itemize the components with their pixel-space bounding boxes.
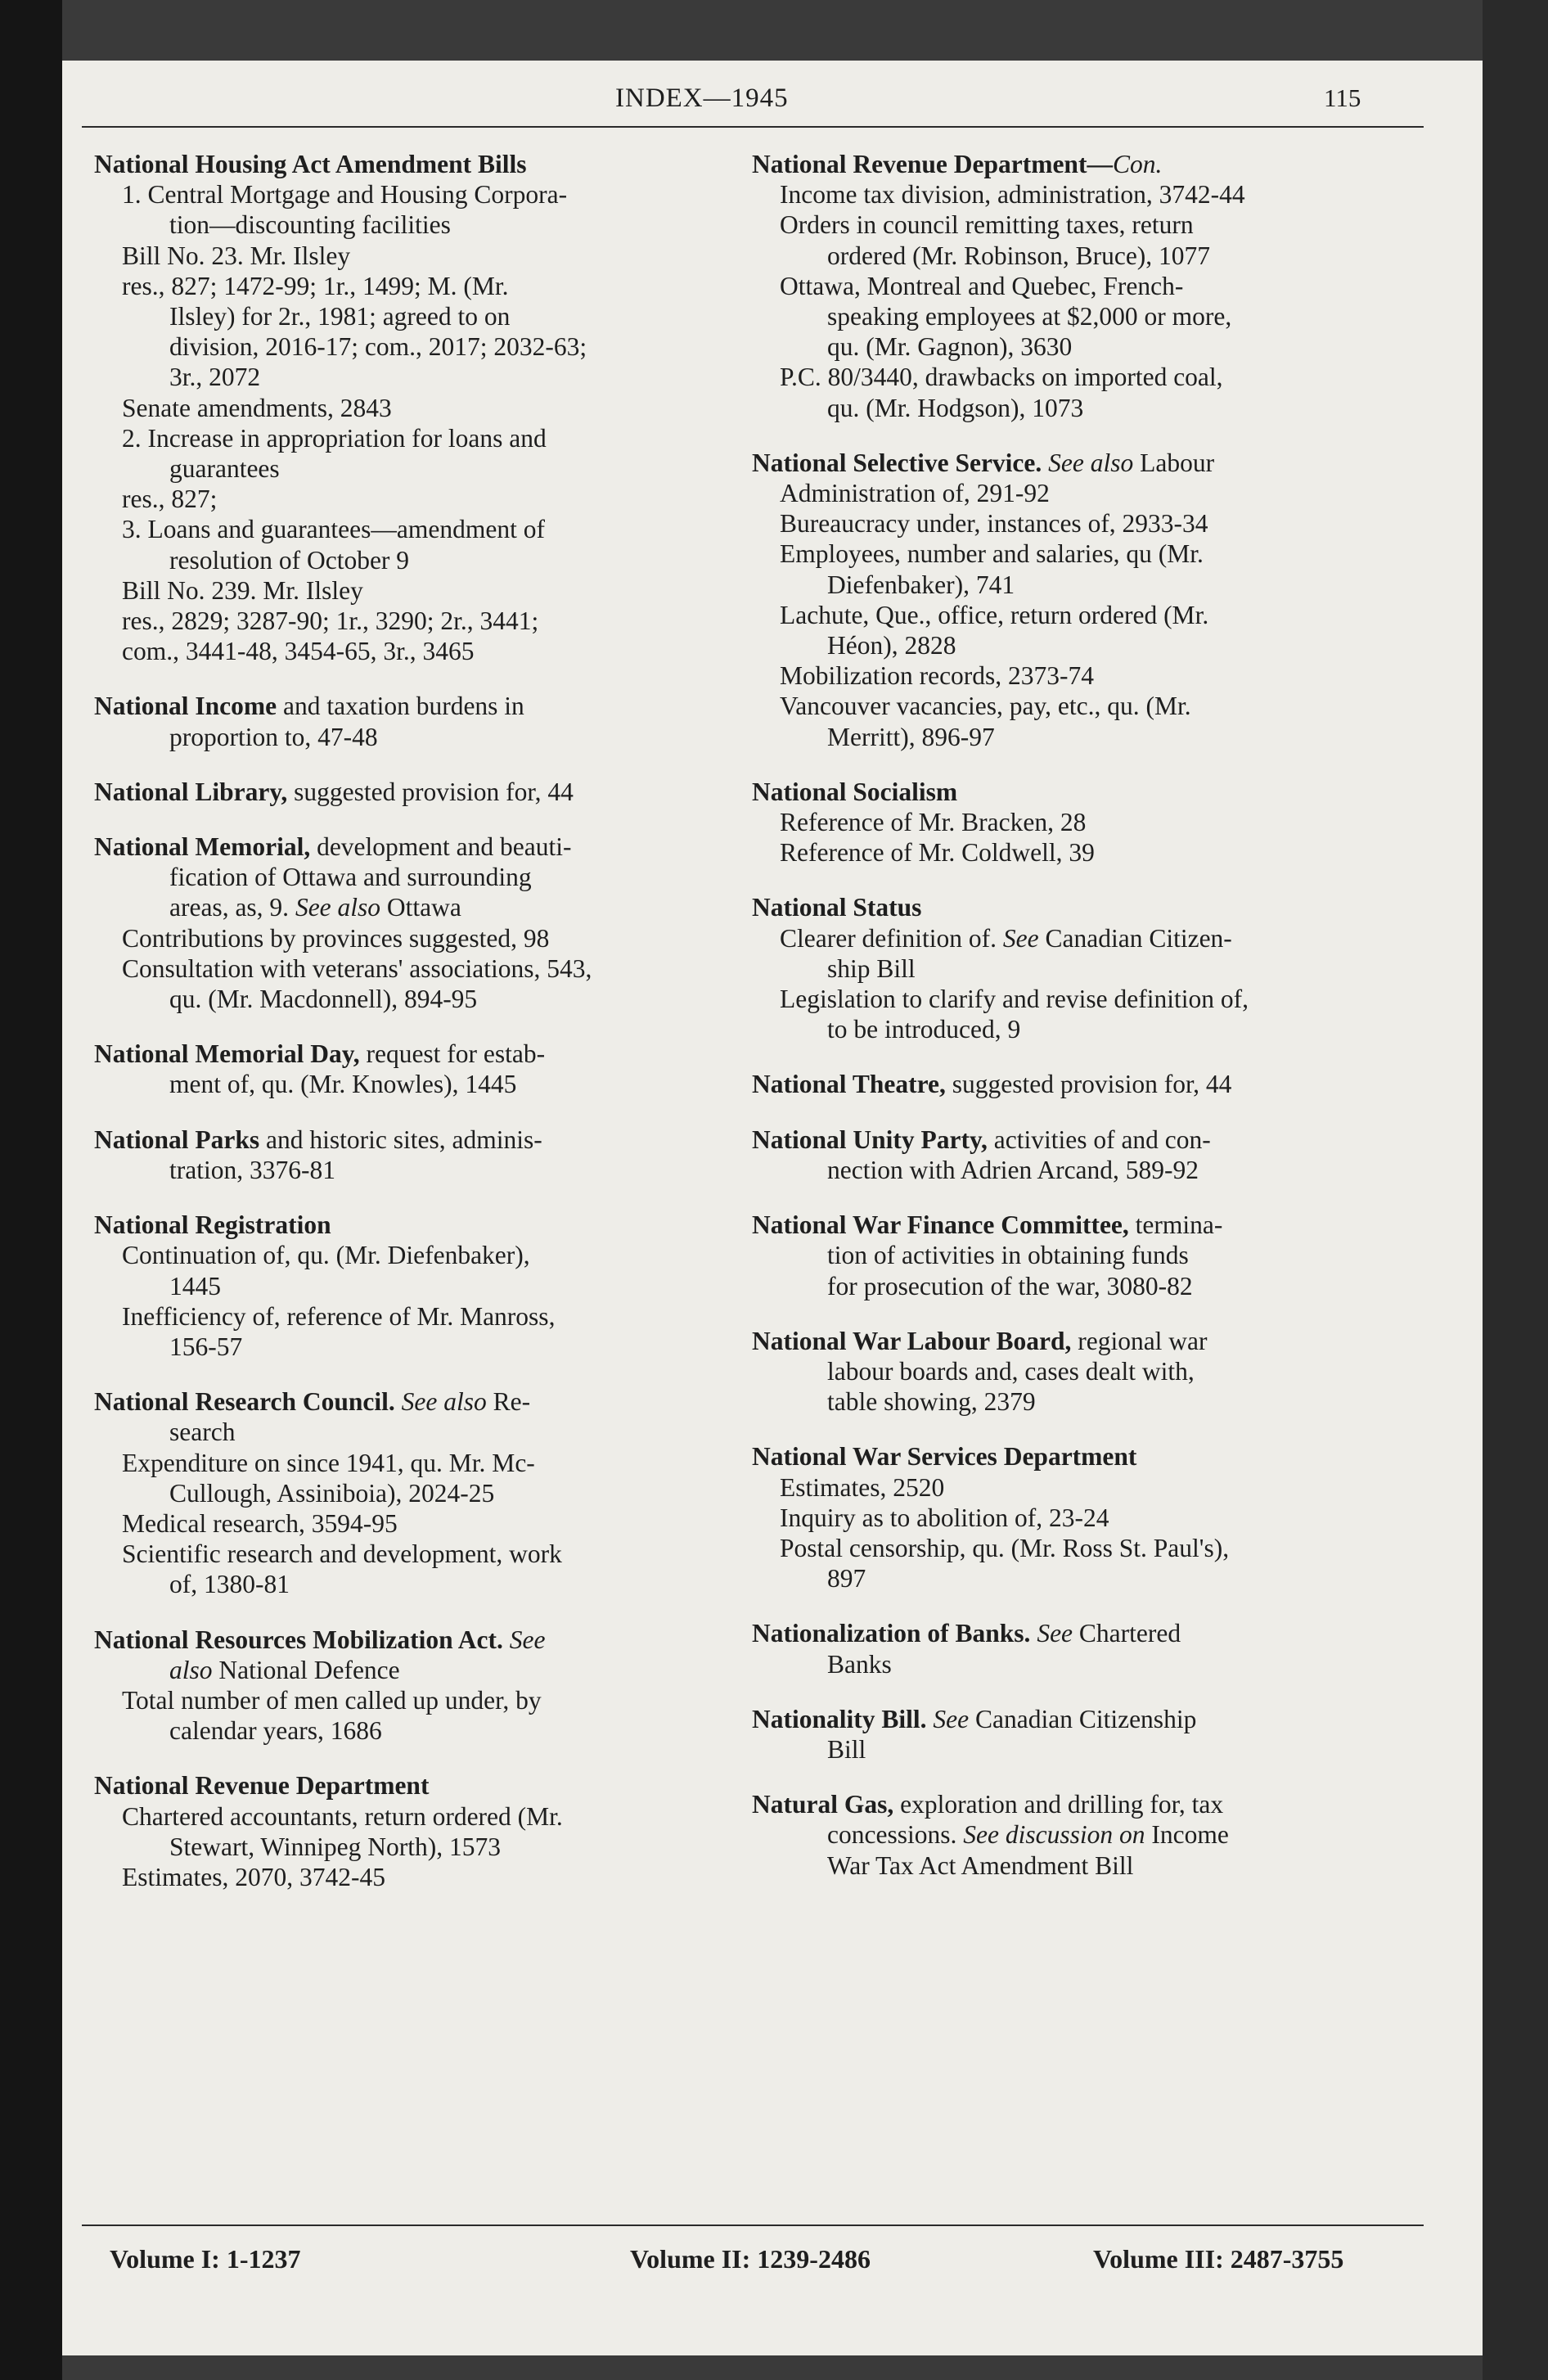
entry-text: Banks: [827, 1649, 892, 1679]
entry-text: 156-57: [169, 1332, 243, 1361]
entry-text: concessions.: [827, 1820, 964, 1850]
entry-line: [94, 393, 773, 423]
entry-line: [94, 301, 773, 331]
entry-heading-line: [94, 777, 773, 807]
entry-heading: National Revenue Department: [94, 1771, 430, 1801]
entry-text: tion of activities in obtaining funds: [827, 1241, 1189, 1270]
entry-line: [752, 1386, 1442, 1417]
entry-text: Estimates, 2070, 3742-45: [122, 1862, 385, 1891]
entry-text: Consultation with veterans' associations, 543,: [122, 953, 592, 983]
entry-text: res., 827; 1472-99; 1r., 1499; M. (Mr.: [122, 271, 509, 300]
entry-text: request for estab-: [359, 1039, 546, 1069]
entry-text: regional war: [1071, 1326, 1208, 1355]
entry-text: qu. (Mr. Hodgson), 1073: [827, 393, 1084, 422]
entry-line: [752, 539, 1442, 569]
entry-line: [94, 1332, 773, 1362]
entry-heading: National Resources Mobilization Act.: [94, 1625, 503, 1654]
entry-line: [752, 600, 1442, 630]
entry-line: [94, 484, 773, 514]
entry-line: [94, 1862, 773, 1892]
entry-text: tration, 3376-81: [169, 1155, 335, 1184]
entry-text: Diefenbaker), 741: [827, 570, 1015, 599]
entry-line: [94, 1539, 773, 1569]
entry-line: [94, 1832, 773, 1862]
index-entry: [752, 1326, 1442, 1418]
entry-heading-line: [752, 448, 1442, 478]
entry-line: [752, 508, 1442, 539]
footer-rule: [82, 2224, 1424, 2226]
entry-heading-line: [752, 777, 1442, 807]
index-entry: [94, 777, 773, 807]
cross-reference: See: [926, 1704, 970, 1733]
entry-heading: Nationality Bill.: [752, 1704, 927, 1733]
entry-line: [752, 953, 1442, 984]
entry-line: [94, 423, 773, 453]
entry-heading: Natural Gas,: [752, 1790, 894, 1819]
entry-heading: National Socialism: [752, 777, 958, 806]
entry-heading-line: [94, 1386, 773, 1417]
entry-text: table showing, 2379: [827, 1387, 1036, 1417]
entry-text: Chartered: [1073, 1619, 1181, 1648]
entry-heading: National Memorial Day,: [94, 1039, 360, 1069]
left-column: [94, 149, 773, 1917]
entry-text: P.C. 80/3440, drawbacks on imported coal,: [780, 363, 1223, 392]
entry-text: Bill No. 23. Mr. Ilsley: [122, 241, 351, 270]
entry-line: [94, 1271, 773, 1301]
entry-text: Lachute, Que., office, return ordered (Mr.: [780, 600, 1209, 629]
entry-text: Labour: [1133, 448, 1215, 477]
entry-heading-line: [752, 1210, 1442, 1240]
entry-heading-line: [94, 149, 773, 179]
entry-heading-line: [94, 1625, 773, 1655]
entry-line: [94, 1301, 773, 1332]
cross-reference: See also: [295, 893, 381, 922]
entry-line: [752, 984, 1442, 1014]
entry-line: [752, 1155, 1442, 1185]
entry-text: division, 2016-17; com., 2017; 2032-63;: [169, 332, 587, 362]
entry-line: [94, 210, 773, 240]
entry-text: proportion to, 47-48: [169, 722, 378, 751]
entry-text: for prosecution of the war, 3080-82: [827, 1271, 1193, 1300]
entry-line: [752, 1649, 1442, 1679]
entry-text: Scientific research and development, work: [122, 1539, 562, 1569]
entry-heading-line: [752, 149, 1442, 179]
entry-line: [94, 362, 773, 392]
entry-line: [94, 984, 773, 1014]
index-entry: [752, 892, 1442, 1044]
entry-text: Ottawa, Montreal and Quebec, French-: [780, 271, 1184, 300]
index-entry: [94, 1625, 773, 1747]
entry-heading-line: [752, 1618, 1442, 1648]
entry-line: [94, 1801, 773, 1832]
entry-text: activities of and con-: [987, 1125, 1211, 1154]
index-entry: [752, 1704, 1442, 1765]
index-entry: [752, 777, 1442, 868]
entry-text: Medical research, 3594-95: [122, 1508, 398, 1538]
entry-heading-line: [752, 1789, 1442, 1819]
entry-line: [94, 1448, 773, 1478]
entry-heading: National Theatre,: [752, 1070, 946, 1099]
entry-text: 3. Loans and guarantees—amendment of: [122, 515, 545, 544]
entry-line: [752, 331, 1442, 362]
entry-line: [752, 630, 1442, 660]
entry-text: search: [169, 1418, 236, 1447]
entry-line: [752, 1850, 1442, 1881]
entry-line: [94, 1240, 773, 1270]
entry-text: suggested provision for, 44: [287, 777, 574, 806]
entry-heading: National War Finance Committee,: [752, 1210, 1129, 1240]
entry-text: Estimates, 2520: [780, 1472, 945, 1502]
entry-line: [94, 1508, 773, 1539]
entry-line: [752, 1503, 1442, 1533]
entry-text: Cullough, Assiniboia), 2024-25: [169, 1478, 495, 1508]
entry-line: [94, 1715, 773, 1746]
entry-text: exploration and drilling for, tax: [893, 1790, 1224, 1819]
entry-text: res., 2829; 3287-90; 1r., 3290; 2r., 3441;: [122, 606, 539, 636]
footer-volume-1: Volume I: 1-1237: [110, 2244, 301, 2274]
index-entry: [752, 149, 1442, 423]
entry-text: qu. (Mr. Macdonnell), 894-95: [169, 985, 478, 1014]
entry-text: tion—discounting facilities: [169, 210, 451, 240]
entry-line: [94, 271, 773, 301]
entry-text: Senate amendments, 2843: [122, 393, 392, 422]
entry-text: Postal censorship, qu. (Mr. Ross St. Paul's),: [780, 1533, 1230, 1562]
entry-line: [752, 570, 1442, 600]
entry-heading-line: [94, 1770, 773, 1801]
entry-text: Income tax division, administration, 3742-44: [780, 180, 1245, 210]
entry-text: Expenditure on since 1941, qu. Mr. Mc-: [122, 1448, 535, 1477]
entry-line: [752, 210, 1442, 240]
entry-line: [752, 1356, 1442, 1386]
entry-text: Canadian Citizenship: [969, 1704, 1197, 1733]
header-rule: [82, 126, 1424, 128]
entry-line: [94, 241, 773, 271]
entry-line: [94, 606, 773, 636]
entry-line: [94, 331, 773, 362]
entry-heading-line: [94, 1125, 773, 1155]
entry-line: [752, 807, 1442, 837]
entry-line: [94, 862, 773, 892]
cross-reference: Con.: [1112, 150, 1163, 178]
entry-heading: National Memorial,: [94, 832, 311, 862]
entry-text: calendar years, 1686: [169, 1716, 382, 1746]
entry-text: to be introduced, 9: [827, 1015, 1021, 1044]
page-header: [0, 82, 1548, 131]
entry-text: ment of, qu. (Mr. Knowles), 1445: [169, 1070, 517, 1099]
entry-heading: National Library,: [94, 777, 288, 806]
entry-text: Total number of men called up under, by: [122, 1685, 542, 1715]
right-column: [752, 149, 1442, 1905]
index-entry: [94, 691, 773, 751]
entry-heading-line: [94, 691, 773, 721]
entry-line: [94, 636, 773, 666]
entry-text: Mobilization records, 2373-74: [780, 661, 1095, 691]
entry-text: Continuation of, qu. (Mr. Diefenbaker),: [122, 1241, 530, 1270]
entry-line: [752, 1472, 1442, 1503]
entry-text: 897: [827, 1564, 866, 1593]
entry-text: Contributions by provinces suggested, 98: [122, 923, 550, 953]
entry-line: [94, 1685, 773, 1715]
entry-text: Reference of Mr. Coldwell, 39: [780, 838, 1095, 868]
index-entry: [94, 1125, 773, 1185]
index-entry: [94, 1770, 773, 1892]
entry-heading: National War Labour Board,: [752, 1326, 1072, 1355]
entry-line: [752, 271, 1442, 301]
cross-reference: See also: [1042, 448, 1134, 477]
cross-reference: See discussion on: [963, 1820, 1145, 1850]
entry-text: Orders in council remitting taxes, return: [780, 210, 1194, 240]
entry-line: [752, 1819, 1442, 1850]
entry-text: 2. Increase in appropriation for loans and: [122, 423, 547, 453]
entry-text: 1. Central Mortgage and Housing Corpora-: [122, 180, 568, 210]
entry-line: [94, 892, 773, 922]
cross-reference: See also: [394, 1387, 487, 1417]
entry-text: Ottawa: [380, 893, 461, 922]
entry-line: [752, 1014, 1442, 1044]
entry-heading-line: [752, 1069, 1442, 1099]
entry-heading: National Revenue Department—: [752, 150, 1113, 178]
scan-border-right: [1483, 0, 1548, 2380]
entry-heading: National Parks: [94, 1125, 260, 1154]
index-entry: [752, 1069, 1442, 1099]
index-entry: [752, 448, 1442, 752]
index-entry: [94, 149, 773, 666]
entry-line: [94, 1478, 773, 1508]
entry-line: [752, 301, 1442, 331]
entry-heading-line: [752, 1326, 1442, 1356]
entry-text: Chartered accountants, return ordered (Mr.: [122, 1801, 563, 1831]
entry-text: Stewart, Winnipeg North), 1573: [169, 1832, 501, 1861]
entry-text: ship Bill: [827, 953, 916, 983]
entry-text: and taxation burdens in: [277, 692, 524, 721]
entry-text: 3r., 2072: [169, 363, 261, 392]
entry-text: Reference of Mr. Bracken, 28: [780, 808, 1087, 837]
entry-line: [752, 393, 1442, 423]
entry-line: [752, 691, 1442, 721]
entry-text: com., 3441-48, 3454-65, 3r., 3465: [122, 637, 475, 666]
entry-line: [752, 660, 1442, 691]
entry-line: [94, 1417, 773, 1447]
entry-line: [94, 1069, 773, 1099]
entry-text: Inquiry as to abolition of, 23-24: [780, 1503, 1109, 1532]
entry-line: [94, 179, 773, 210]
entry-heading: National Unity Party,: [752, 1125, 988, 1154]
entry-heading: National Status: [752, 893, 922, 922]
entry-text: Canadian Citizen-: [1038, 923, 1232, 953]
entry-heading: National War Services Department: [752, 1442, 1137, 1472]
footer-volume-3: Volume III: 2487-3755: [1093, 2244, 1344, 2274]
entry-text: areas, as, 9.: [169, 893, 295, 922]
index-entry: [94, 1039, 773, 1099]
entry-text: of, 1380-81: [169, 1570, 290, 1599]
footer-volume-2: Volume II: 1239-2486: [630, 2244, 871, 2274]
entry-text: War Tax Act Amendment Bill: [827, 1850, 1134, 1880]
page-number: 115: [1324, 83, 1361, 112]
entry-text: Bill: [827, 1734, 866, 1764]
entry-line: [94, 575, 773, 606]
index-entry: [94, 832, 773, 1014]
entry-heading: National Selective Service.: [752, 448, 1042, 477]
entry-heading: National Research Council.: [94, 1387, 395, 1417]
entry-text: Ilsley) for 2r., 1981; agreed to on: [169, 302, 511, 331]
entry-heading-line: [752, 1125, 1442, 1155]
entry-line: [94, 1569, 773, 1599]
entry-text: 1445: [169, 1271, 221, 1300]
index-entry: [94, 1210, 773, 1362]
entry-text: Legislation to clarify and revise definition of,: [780, 985, 1249, 1014]
entry-line: [752, 1533, 1442, 1563]
entry-heading-line: [752, 1704, 1442, 1734]
entry-heading: Nationalization of Banks.: [752, 1619, 1031, 1648]
entry-line: [94, 722, 773, 752]
entry-text: and historic sites, adminis-: [259, 1125, 542, 1154]
entry-text: Merritt), 896-97: [827, 722, 995, 751]
entry-text: Héon), 2828: [827, 631, 956, 660]
cross-reference: See: [502, 1625, 546, 1654]
entry-text: Income: [1145, 1820, 1229, 1850]
entry-text: fication of Ottawa and surrounding: [169, 863, 532, 892]
entry-text: speaking employees at $2,000 or more,: [827, 302, 1232, 331]
entry-text: Re-: [486, 1387, 531, 1417]
entry-line: [94, 545, 773, 575]
index-entry: [752, 1789, 1442, 1881]
entry-line: [752, 241, 1442, 271]
entry-text: resolution of October 9: [169, 545, 410, 575]
entry-text: Bill No. 239. Mr. Ilsley: [122, 575, 363, 605]
entry-line: [752, 1240, 1442, 1270]
entry-line: [752, 1271, 1442, 1301]
entry-text: guarantees: [169, 454, 280, 484]
entry-line: [752, 837, 1442, 868]
entry-heading-line: [94, 1039, 773, 1069]
entry-line: [94, 953, 773, 984]
entry-heading: National Registration: [94, 1210, 331, 1240]
entry-text: termina-: [1128, 1210, 1223, 1240]
entry-line: [94, 923, 773, 953]
entry-line: [752, 923, 1442, 953]
entry-text: development and beauti-: [310, 832, 572, 862]
entry-line: [752, 362, 1442, 392]
entry-text: ordered (Mr. Robinson, Bruce), 1077: [827, 241, 1211, 270]
entry-line: [752, 179, 1442, 210]
entry-heading-line: [752, 892, 1442, 922]
entry-text: Administration of, 291-92: [780, 479, 1050, 508]
entry-line: [752, 1734, 1442, 1765]
entry-heading: National Housing Act Amendment Bills: [94, 150, 527, 178]
entry-text: National Defence: [212, 1655, 400, 1684]
index-entry: [94, 1386, 773, 1599]
cross-reference: See: [1030, 1619, 1073, 1648]
entry-text: Employees, number and salaries, qu (Mr.: [780, 539, 1204, 569]
cross-reference: See: [1002, 923, 1039, 953]
entry-heading: National Income: [94, 692, 277, 721]
entry-heading-line: [752, 1441, 1442, 1472]
entry-line: [752, 722, 1442, 752]
entry-text: suggested provision for, 44: [945, 1070, 1232, 1099]
scan-border-left: [0, 0, 62, 2380]
entry-line: [94, 514, 773, 544]
index-entry: [752, 1618, 1442, 1679]
entry-text: res., 827;: [122, 485, 218, 514]
entry-text: labour boards and, cases dealt with,: [827, 1356, 1195, 1386]
entry-text: nection with Adrien Arcand, 589-92: [827, 1155, 1199, 1184]
entry-text: Clearer definition of.: [780, 923, 1003, 953]
entry-heading-line: [94, 832, 773, 862]
index-entry: [752, 1125, 1442, 1185]
running-title: INDEX—1945: [615, 83, 789, 113]
index-entry: [752, 1210, 1442, 1301]
entry-text: Vancouver vacancies, pay, etc., qu. (Mr.: [780, 692, 1191, 721]
index-entry: [752, 1441, 1442, 1593]
cross-reference: also: [169, 1655, 213, 1684]
entry-line: [94, 453, 773, 484]
entry-line: [752, 1563, 1442, 1593]
entry-heading-line: [94, 1210, 773, 1240]
entry-line: [94, 1155, 773, 1185]
entry-line: [94, 1655, 773, 1685]
entry-text: qu. (Mr. Gagnon), 3630: [827, 332, 1073, 362]
entry-line: [752, 478, 1442, 508]
entry-text: Inefficiency of, reference of Mr. Manross,: [122, 1301, 556, 1331]
entry-text: Bureaucracy under, instances of, 2933-34: [780, 509, 1208, 539]
